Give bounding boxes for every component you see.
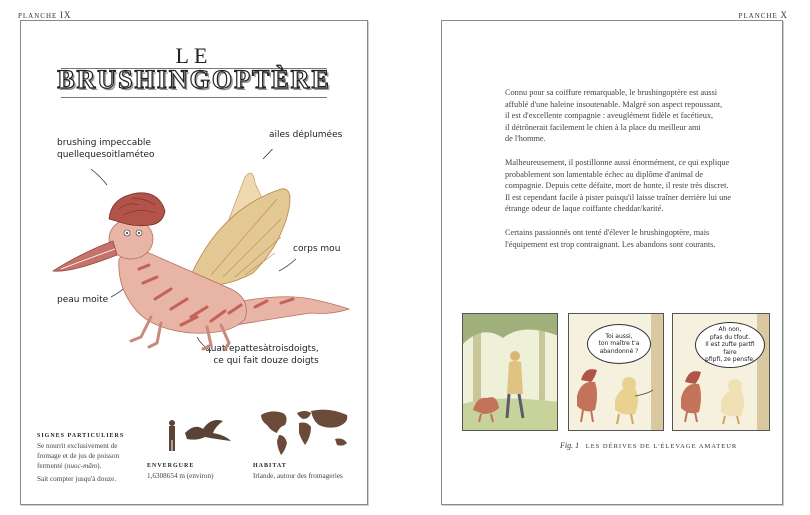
- annotation-line: quatrepattesàtroisdoigts,: [205, 344, 319, 354]
- speech-bubble-1: [587, 324, 651, 364]
- bubble-line: ton maître t'a: [598, 340, 640, 348]
- bubble-line: Il est zufte partfi faire: [705, 341, 755, 356]
- text-line: l'équipement est trop contraignant. Les abandons sont courants.: [505, 239, 716, 249]
- text-line: compagnie. Depuis cette défaite, mort de honte, il reste très discret.: [505, 181, 729, 191]
- left-page: [20, 20, 368, 505]
- bubble-line: pfas du tfout.: [709, 333, 751, 341]
- text-line: de l'homme.: [505, 134, 546, 144]
- annotation-peau: peau moite: [57, 295, 109, 305]
- annotation-line: brushing impeccable: [57, 138, 151, 148]
- planche-label-right: [738, 10, 788, 20]
- bubble-line: Toi aussi,: [605, 332, 633, 340]
- planche-label-left: [18, 10, 72, 20]
- paragraph-2: [505, 157, 755, 215]
- annotation-line: ce qui fait douze doigts: [213, 356, 319, 366]
- section-heading: SIGNES PARTICULIERS: [37, 433, 125, 439]
- text-line: affublé d'une haleine insoutenable. Malgré son aspect repoussant,: [505, 99, 723, 109]
- section-heading: ENVERGURE: [147, 463, 195, 469]
- planche-numeral: IX: [60, 10, 72, 20]
- signes-particuliers: [37, 431, 147, 484]
- wingspan-comparison-icon: [165, 417, 235, 455]
- info-line: Sait compter jusqu'à douze.: [37, 475, 117, 483]
- info-line: Se nourrit exclusivement de: [37, 442, 118, 450]
- planche-prefix: PLANCHE: [738, 12, 778, 20]
- info-italic: nuoc-mâm: [66, 462, 98, 470]
- figure-caption-text: LES DÉRIVES DE L'ÉLEVAGE AMATEUR: [585, 443, 738, 450]
- beak: [53, 241, 117, 271]
- text-line: Connu pour sa coiffure remarquable, le brushingoptère est aussi: [505, 88, 718, 97]
- info-text: fermenté (: [37, 462, 67, 470]
- text-line: étrange odeur de laque coiffante cheddar/karité.: [505, 204, 664, 214]
- bubble-line: abandonné ?: [599, 347, 639, 355]
- text-line: il détrônerait facilement le chien à la place du meilleur ami: [505, 122, 701, 132]
- annotation-corps: corps mou: [293, 244, 341, 254]
- brushingoptere-illustration: [31, 149, 361, 364]
- comic-panel-1: [462, 313, 558, 431]
- right-page: [441, 20, 783, 505]
- info-line: 1,6308654 m (environ): [147, 472, 214, 480]
- page-title: BRUSHINGOPTÈRE: [57, 65, 331, 94]
- annotation-line: quellequesoitlaméteo: [57, 150, 155, 160]
- comic-panel-3: [672, 313, 770, 431]
- text-line: il est d'excellente compagnie : aveuglément fidèle et facétieux,: [505, 111, 714, 121]
- comic-panel-2: [568, 313, 664, 431]
- annotation-ailes: ailes déplumées: [269, 130, 343, 140]
- text-line: Malheureusement, il postillonne aussi énormément, ce qui explique: [505, 158, 730, 167]
- leader-line: [91, 169, 107, 185]
- text-line: Certains passionnés ont tenté d'élever le brushingoptère, mais: [505, 228, 710, 237]
- world-map-icon: [257, 405, 353, 457]
- text-line: Il est cependant facile à pister puisqu'il laisse traîner derrière lui une: [505, 192, 732, 202]
- info-line: [37, 461, 147, 471]
- text-line: probablement son lamentable échec au diplôme d'animal de: [505, 169, 704, 179]
- planche-numeral: X: [780, 10, 788, 20]
- bubble-line: Ah non,: [718, 326, 742, 334]
- figure-number: Fig. 1: [560, 441, 580, 450]
- title-rule-bottom: [61, 97, 327, 98]
- figure-caption: [560, 441, 737, 450]
- info-line: Irlande, autour des fromageries: [253, 472, 343, 480]
- paragraph-1: [505, 87, 755, 145]
- envergure: [147, 461, 213, 481]
- leader-line: [279, 259, 296, 271]
- leader-line: [263, 149, 276, 159]
- speech-bubble-2: [695, 322, 765, 368]
- hair: [109, 193, 165, 226]
- title-le: LE: [175, 43, 213, 68]
- info-line: fromage et de jus de poisson: [37, 452, 120, 460]
- section-heading: HABITAT: [253, 463, 287, 469]
- planche-prefix: PLANCHE: [18, 12, 58, 20]
- paragraph-3: [505, 227, 755, 250]
- bubble-line: pfipfi, ze pensfe.: [705, 356, 755, 364]
- habitat: [253, 461, 343, 481]
- info-text: ).: [97, 462, 102, 470]
